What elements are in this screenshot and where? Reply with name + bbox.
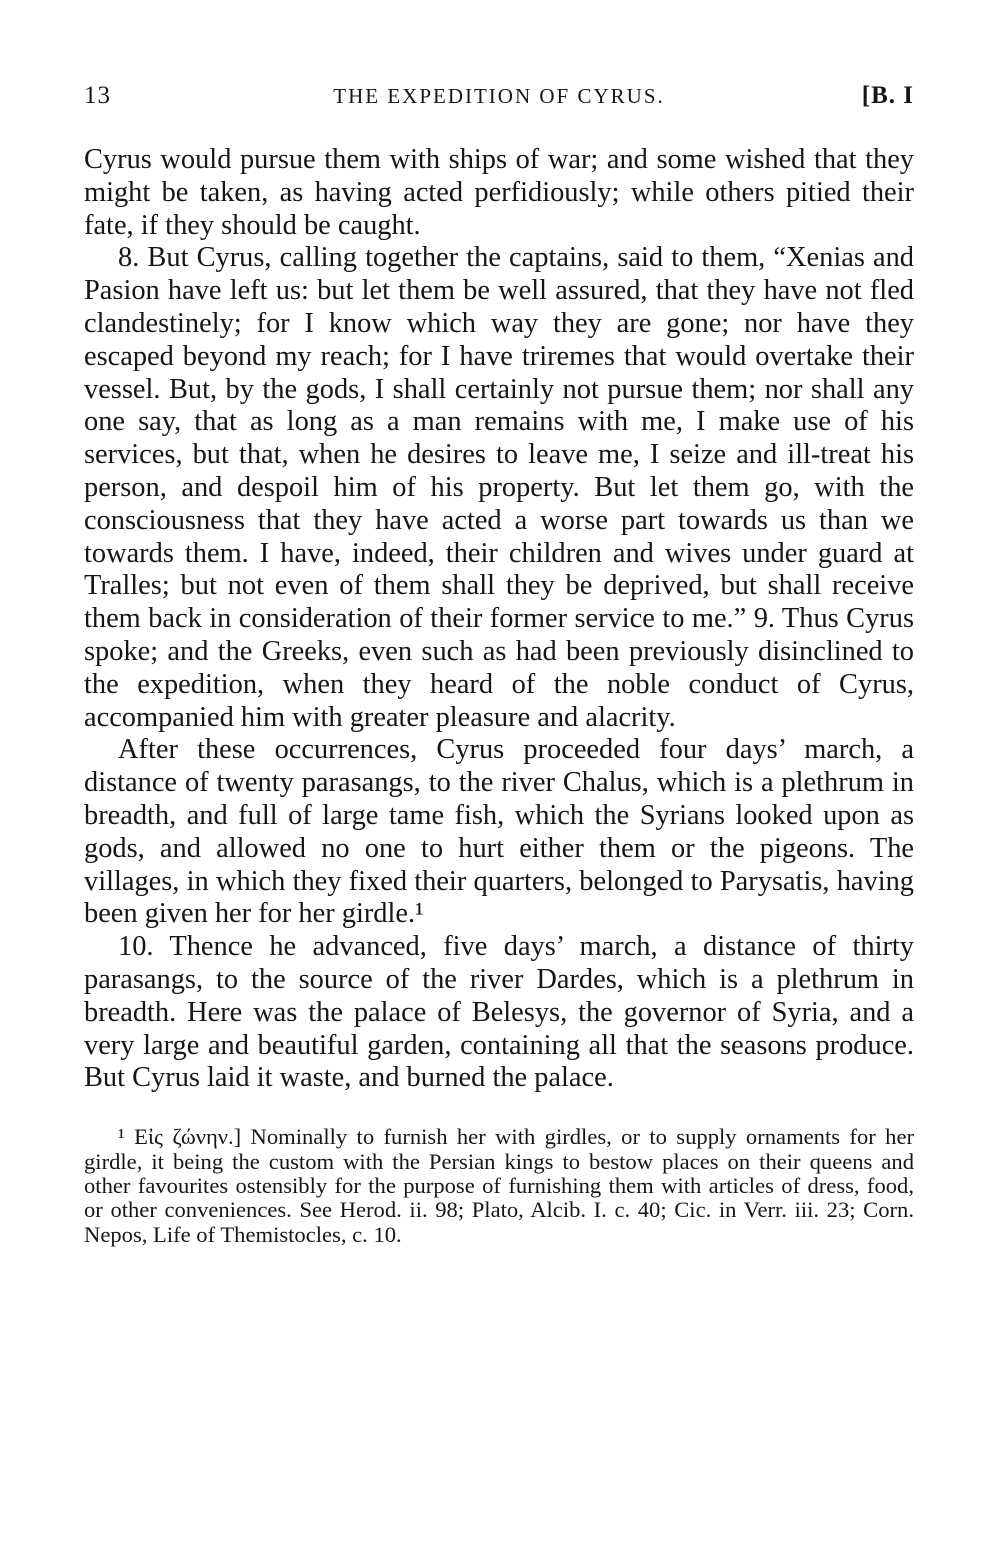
main-text <box>84 144 914 1095</box>
paragraph-section-8: 8. But Cyrus, calling together the captains, said to them, “Xenias and Pasion have left us: but let them be well assured, that they have not fled clandestinely; for I know which way they are gone; nor have they escaped beyond my reach; for I have triremes that would overtake their vessel. But, by the gods, I shall certainly not pursue them; nor shall any one say, that as long as a man remains with me, I make use of his services, but that, when he desires to leave me, I seize and ill-treat his person, and despoil him of his property. But let them go, with the consciousness that they have acted a worse part towards us than we towards them. I have, indeed, their children and wives under guard at Tralles; but not even of them shall they be deprived, but shall receive them back in consideration of their former service to me.” 9. Thus Cyrus spoke; and the Greeks, even such as had been previously disinclined to the expedition, when they heard of the noble conduct of Cyrus, accompanied him with greater pleasure and alacrity. <box>84 242 914 733</box>
book-reference: [B. I <box>861 82 914 109</box>
page-number: 13 <box>84 82 111 109</box>
running-title: THE EXPEDITION OF CYRUS. <box>333 84 665 108</box>
paragraph-section-10: 10. Thence he advanced, five days’ march, a distance of thirty parasangs, to the source of the river Dardes, which is a plethrum in breadth. Here was the palace of Belesys, the governor of Syria, and a very large and beautiful garden, containing all that the seasons produce. But Cyrus laid it waste, and burned the palace. <box>84 931 914 1094</box>
running-header <box>84 82 914 122</box>
book-page <box>84 82 914 1247</box>
footnote-1: ¹ Εἰς ζώνην.] Nominally to furnish her with girdles, or to supply ornaments for her girdle, it being the custom with the Persian kings to bestow places on their queens and other favourites ostensibly for the purpose of furnishing them with articles of dress, food, or other conveniences. See Herod. ii. 98; Plato, Alcib. I. c. 40; Cic. in Verr. iii. 23; Corn. Nepos, Life of Themistocles, c. 10. <box>84 1124 914 1247</box>
footnotes <box>84 1125 914 1247</box>
paragraph-continued: Cyrus would pursue them with ships of war; and some wished that they might be taken, as having acted perfidiously; while others pitied their fate, if they should be caught. <box>84 144 914 241</box>
paragraph-chalus-river: After these occurrences, Cyrus proceeded four days’ march, a distance of twenty parasangs, to the river Chalus, which is a plethrum in breadth, and full of large tame fish, which the Syrians looked upon as gods, and allowed no one to hurt either them or the pigeons. The villages, in which they fixed their quarters, belonged to Parysatis, having been given her for her girdle.¹ <box>84 734 914 930</box>
